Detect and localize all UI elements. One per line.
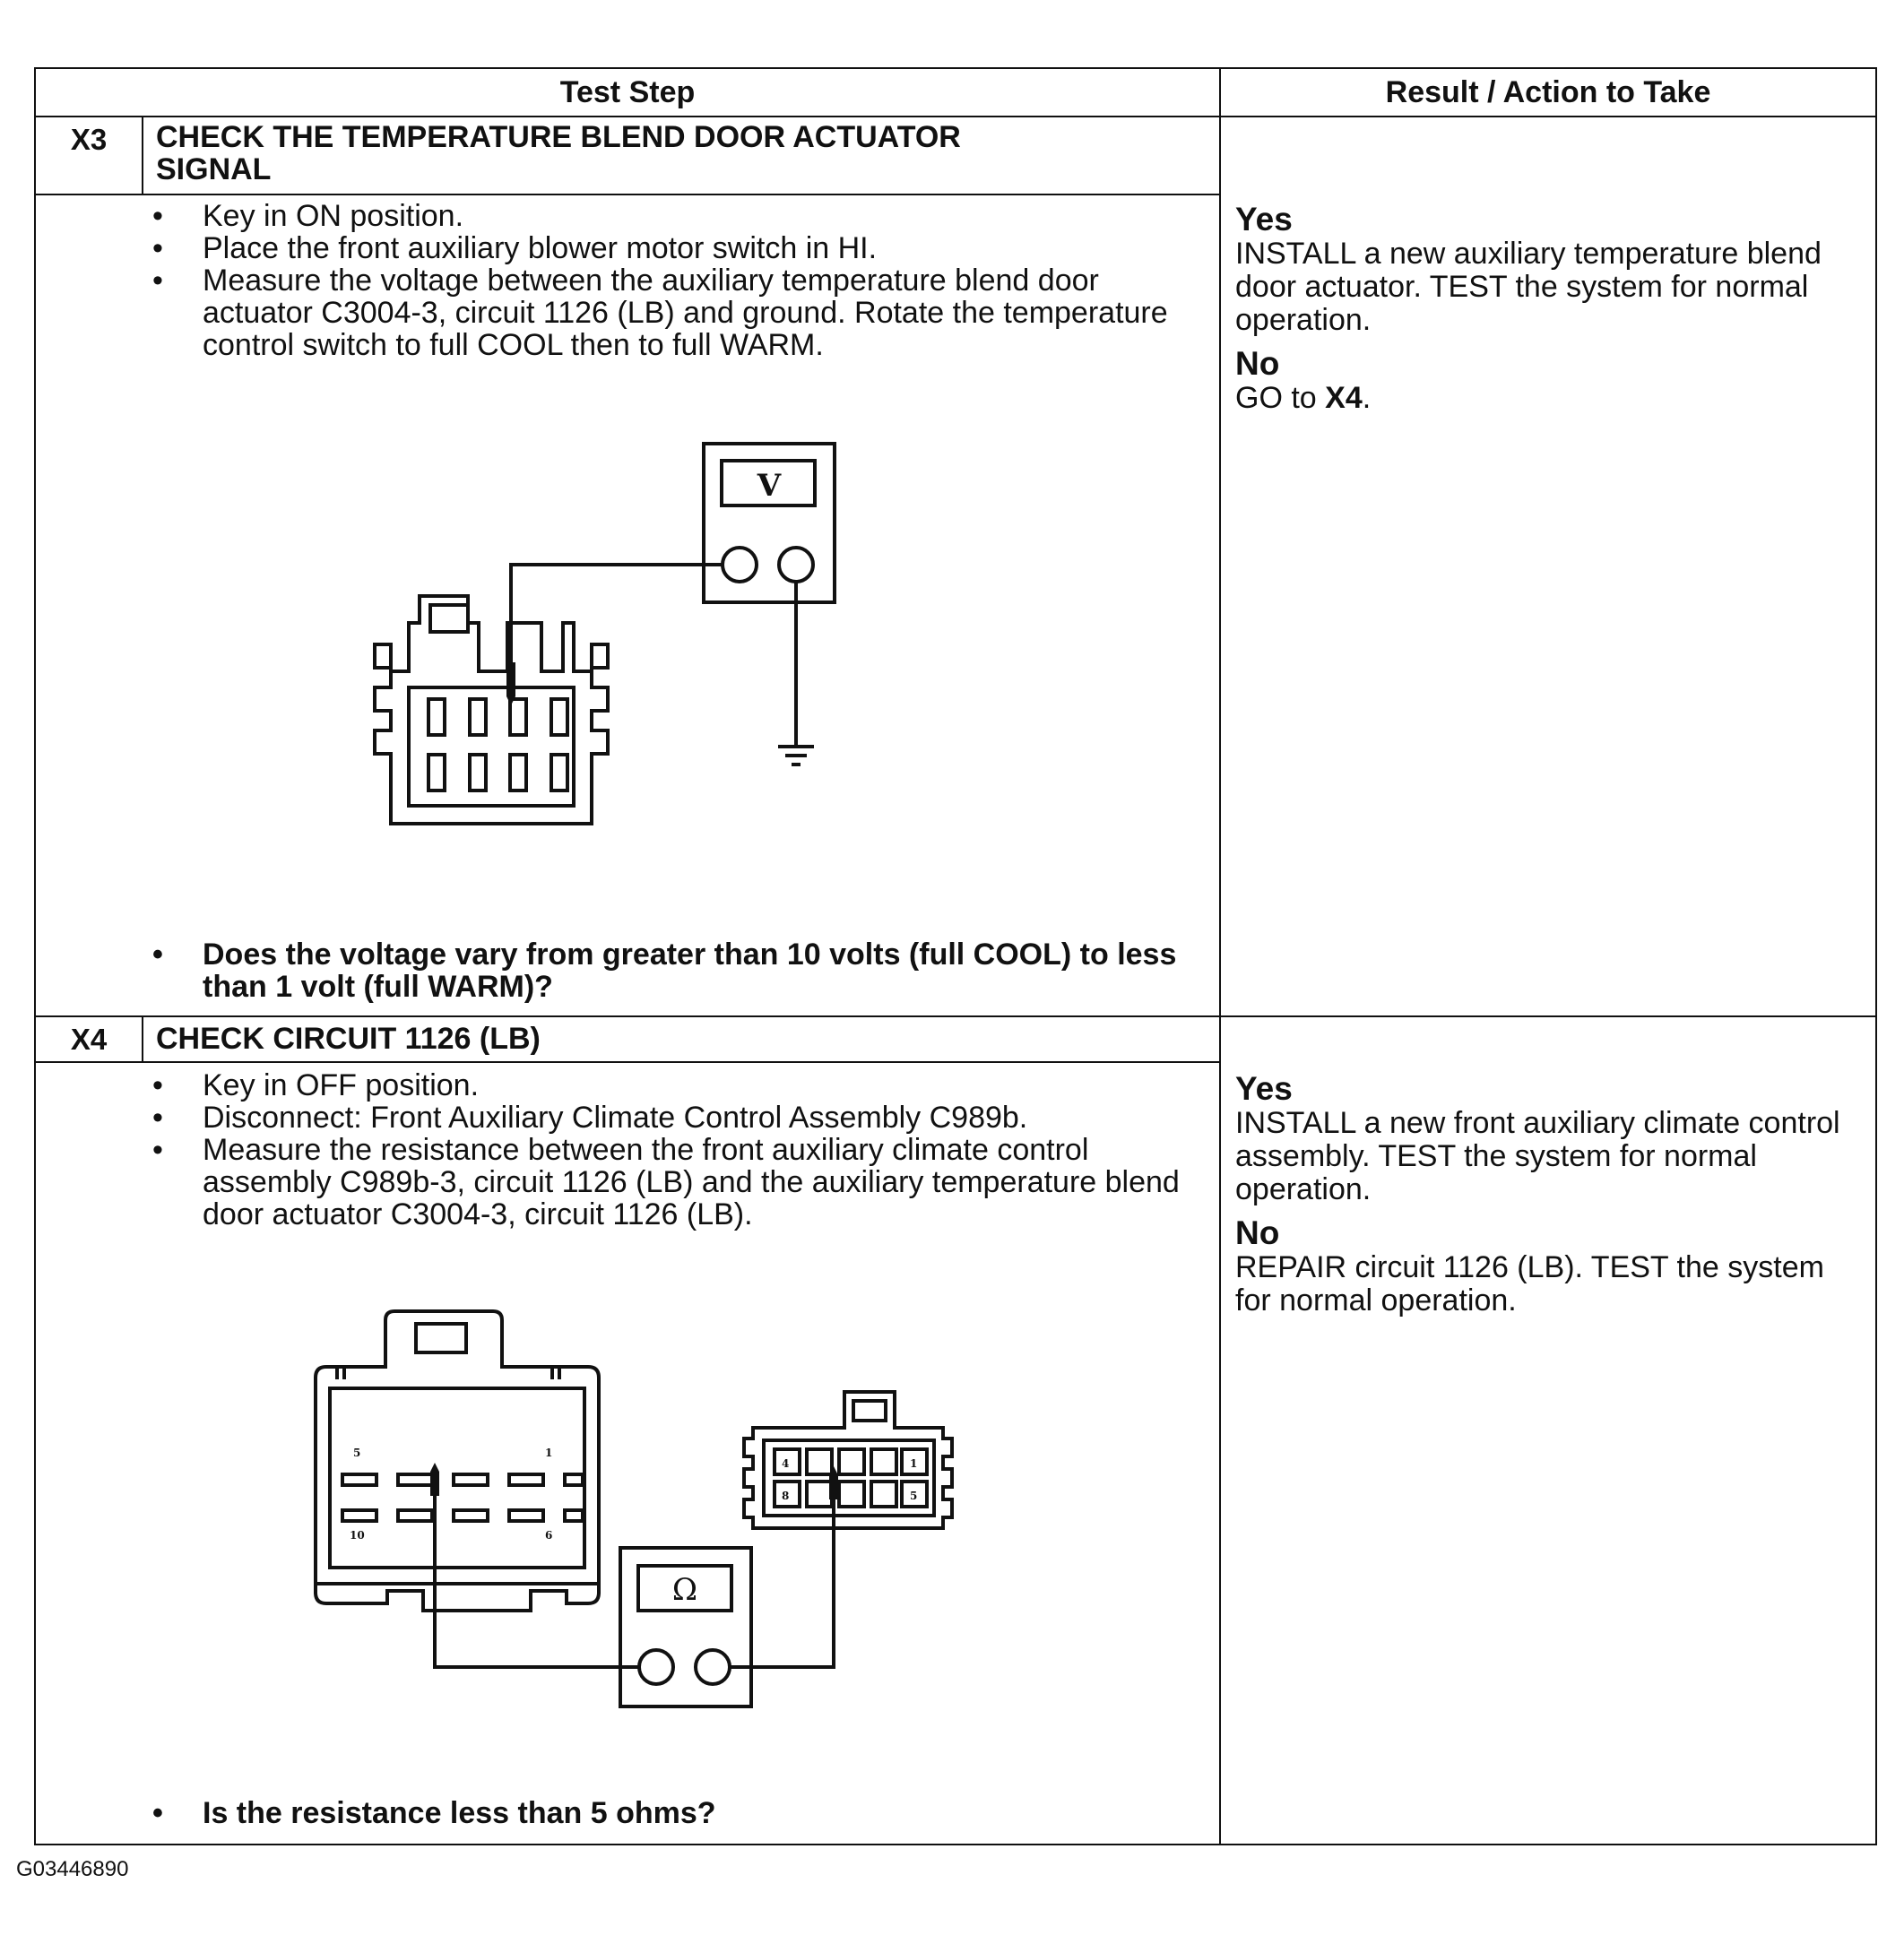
positive-terminal-icon — [639, 1650, 673, 1684]
bullet-dot: • — [152, 1796, 163, 1830]
pin-label: 8 — [782, 1490, 790, 1502]
x4-question — [152, 1797, 1210, 1829]
figure-id: G03446890 — [16, 1857, 129, 1881]
step-id-x3: X3 — [70, 123, 108, 156]
x3-no-text — [1235, 382, 1863, 415]
pin-label: 4 — [782, 1457, 790, 1470]
ohmmeter-symbol: Ω — [671, 1572, 698, 1608]
x4-bullet-1: • Key in OFF position. — [152, 1069, 1210, 1102]
probe-tip-icon — [430, 1463, 439, 1496]
bullet-dot: • — [152, 937, 163, 972]
x3-bullet-3: • Measure the voltage between the auxiliary temperature blend door actuator C3004-3, circuit 1126 (LB) and ground. Rotate the temperature control switch to full COOL then to full WARM. — [152, 264, 1210, 361]
pin-label: 10 — [350, 1529, 365, 1542]
x4-yes-label: Yes — [1235, 1070, 1293, 1107]
test-step-header: Test Step — [559, 75, 696, 109]
result-action-header: Result / Action to Take — [1385, 75, 1711, 109]
pin-label: 1 — [910, 1457, 918, 1470]
pin-label: 1 — [545, 1447, 553, 1459]
actuator-connector-c3004-small — [744, 1392, 952, 1528]
x3-yes-text: INSTALL a new auxiliary temperature blend door actuator. TEST the system for normal operation. — [1235, 237, 1822, 337]
test-step-table — [34, 67, 1877, 1845]
pin-label: 6 — [545, 1529, 553, 1542]
x3-no-text-suffix: . — [1362, 381, 1372, 415]
x3-result — [1235, 202, 1863, 424]
negative-terminal-icon — [696, 1650, 730, 1684]
ohmmeter-diagram — [36, 69, 1219, 1844]
x4-no-text: REPAIR circuit 1126 (LB). TEST the system for normal operation. — [1235, 1250, 1824, 1318]
climate-control-connector-c989b — [316, 1311, 599, 1611]
step-title-x3: CHECK THE TEMPERATURE BLEND DOOR ACTUATOR SIGNAL — [156, 120, 961, 186]
step-id-x4: X4 — [70, 1023, 108, 1056]
pin-label: 5 — [353, 1447, 361, 1459]
x3-no-label: No — [1235, 345, 1280, 382]
x3-bullet-1: • Key in ON position. — [152, 200, 1210, 232]
x3-no-text-prefix: GO to — [1235, 381, 1326, 415]
x4-no-label: No — [1235, 1214, 1280, 1251]
x3-no-link-x4: X4 — [1325, 381, 1363, 415]
column-divider — [1219, 69, 1221, 1844]
x3-bullet-2: • Place the front auxiliary blower motor switch in HI. — [152, 232, 1210, 264]
x3-question-text: Does the voltage vary from greater than 10 volts (full COOL) to less than 1 volt (full WARM)? — [203, 937, 1177, 1004]
x4-question-text: Is the resistance less than 5 ohms? — [203, 1796, 716, 1830]
x3-yes-label: Yes — [1235, 201, 1293, 238]
step-title-x4: CHECK CIRCUIT 1126 (LB) — [156, 1022, 541, 1056]
x4-yes-text: INSTALL a new front auxiliary climate control assembly. TEST the system for normal operation. — [1235, 1106, 1840, 1206]
voltmeter-symbol: V — [757, 468, 782, 504]
x4-result — [1235, 1071, 1863, 1326]
x4-bullet-3: • Measure the resistance between the front auxiliary climate control assembly C989b-3, circuit 1126 (LB) and the auxiliary temperature blend door actuator C3004-3, circuit 1126 (LB). — [152, 1134, 1210, 1231]
pin-label: 5 — [910, 1490, 918, 1502]
x4-bullet-2: • Disconnect: Front Auxiliary Climate Control Assembly C989b. — [152, 1102, 1210, 1134]
